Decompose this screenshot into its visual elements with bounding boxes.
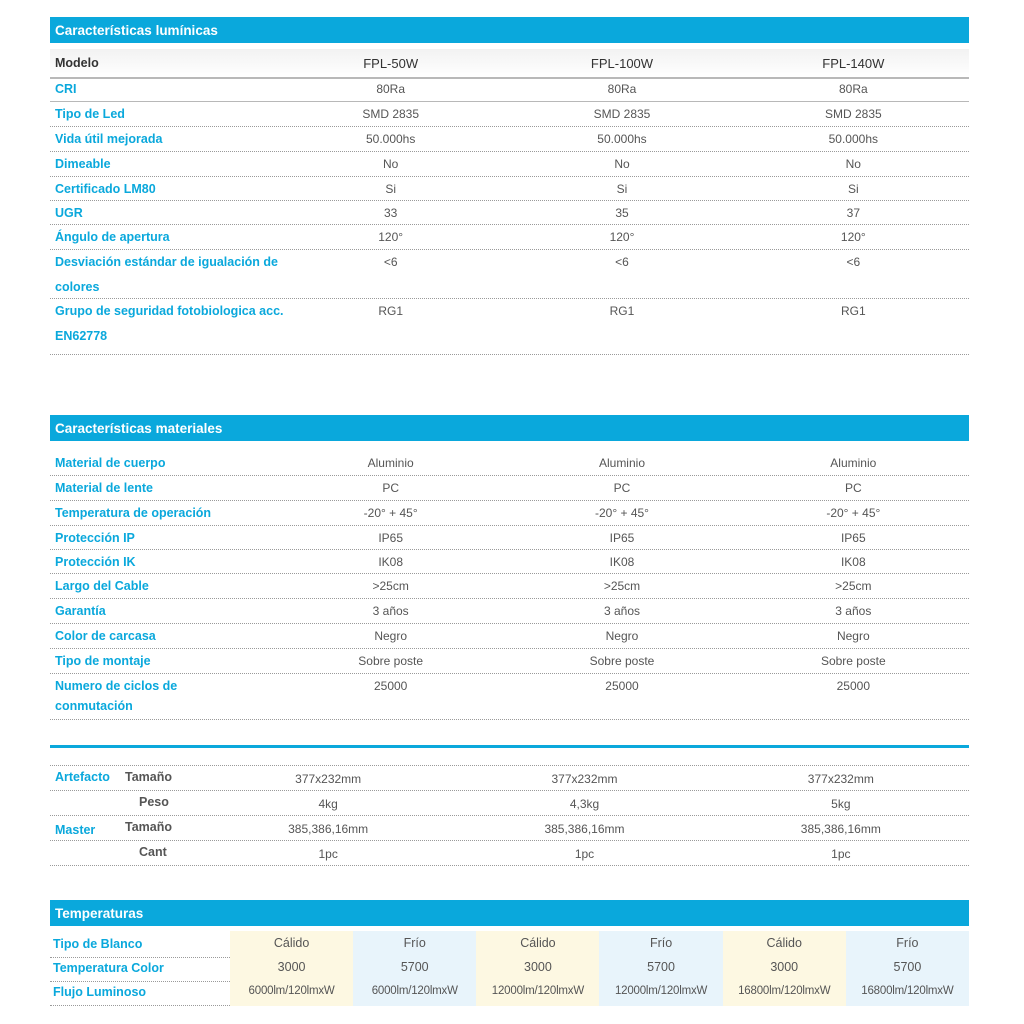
row-label: Cant	[139, 845, 167, 859]
section-title: Temperaturas	[55, 905, 144, 921]
cell-value: 1pc	[318, 847, 338, 861]
table-row	[50, 791, 969, 816]
cell-value: 3 años	[603, 604, 640, 618]
cell-value: Sobre poste	[358, 654, 424, 668]
row-label: Protección IK	[55, 555, 136, 569]
cell-value: PC	[613, 481, 631, 495]
cell-value: 1pc	[574, 847, 595, 861]
table-row	[50, 79, 969, 102]
cell-value: 33	[383, 206, 398, 220]
cell-value: SMD 2835	[362, 107, 420, 121]
cell-value: 385,386,16mm	[288, 822, 369, 836]
cell-value: 3 años	[835, 604, 872, 618]
cell-value: Negro	[605, 629, 639, 643]
cell-value: <6	[615, 255, 629, 269]
cell-value: 120°	[840, 230, 866, 244]
row-label: UGR	[55, 206, 83, 220]
cell-value: 80Ra	[376, 82, 405, 96]
cell-value: Frío	[599, 931, 722, 958]
cell-value: 3 años	[372, 604, 409, 618]
table-row	[50, 955, 969, 979]
cell-value: RG1	[378, 304, 403, 318]
cell-value: IP65	[378, 531, 403, 545]
cell-value: 377x232mm	[807, 772, 874, 786]
cell-value: Negro	[374, 629, 407, 643]
row-label: Dimeable	[55, 157, 111, 171]
section-title: Características materiales	[55, 420, 223, 436]
cell-value: 6000lm/120lmxW	[230, 979, 353, 1006]
cell-value: 385,386,16mm	[544, 822, 625, 836]
table-row	[50, 816, 969, 841]
table-row	[50, 599, 969, 624]
cell-value: 5700	[599, 955, 722, 982]
section-header-luminicas	[50, 17, 969, 43]
table-row	[50, 624, 969, 649]
table-row	[50, 451, 969, 476]
group-label	[50, 791, 125, 815]
cell-value: IP65	[840, 531, 866, 545]
cell-value: 16800lm/120lmxW	[846, 979, 969, 1006]
cell-value: Sobre poste	[820, 654, 886, 668]
cell-value: Si	[385, 182, 396, 196]
cell-value: <6	[383, 255, 398, 269]
cell-value: SMD 2835	[593, 107, 651, 121]
cell-value: 120°	[378, 230, 404, 244]
temperaturas-table	[50, 931, 969, 1003]
table-row	[50, 152, 969, 177]
table-row	[50, 201, 969, 225]
cell-value: 1pc	[831, 847, 851, 861]
cell-value: Si	[616, 182, 628, 196]
cell-value: No	[382, 157, 399, 171]
cell-value: 50.000hs	[828, 132, 879, 146]
row-label: Certificado LM80	[55, 182, 156, 196]
cell-value: Cálido	[476, 931, 599, 958]
row-label: Tamaño	[125, 820, 172, 834]
cell-value: Cálido	[230, 931, 353, 958]
table-row	[50, 225, 969, 250]
cell-value: 385,386,16mm	[800, 822, 881, 836]
group-label: Artefacto	[55, 770, 110, 784]
cell-value: 37	[846, 206, 860, 220]
cell-value: IK08	[378, 555, 403, 569]
cell-value: <6	[846, 255, 861, 269]
cell-value: SMD 2835	[824, 107, 882, 121]
table-row	[50, 574, 969, 599]
model-header-row	[50, 49, 969, 79]
cell-value: 12000lm/120lmxW	[599, 979, 722, 1006]
luminicas-table	[50, 79, 969, 355]
row-label: Protección IP	[55, 531, 135, 545]
row-label: Numero de ciclos de conmutación	[55, 679, 178, 713]
cell-value: 6000lm/120lmxW	[353, 979, 476, 1006]
cell-value: 120°	[609, 230, 635, 244]
table-row	[50, 127, 969, 152]
row-label: Garantía	[55, 604, 106, 618]
row-label: Peso	[139, 795, 169, 809]
cell-value: RG1	[609, 304, 635, 318]
table-row	[50, 102, 969, 127]
materiales-table	[50, 451, 969, 720]
cell-value: IK08	[609, 555, 635, 569]
table-row	[50, 476, 969, 501]
model-label: Modelo	[55, 56, 99, 70]
row-label: CRI	[55, 82, 77, 96]
cell-value: 377x232mm	[551, 772, 618, 786]
row-label: Tipo de Blanco	[50, 931, 230, 958]
table-row	[50, 501, 969, 526]
cell-value: 50.000hs	[597, 132, 647, 146]
cell-value: 3000	[230, 955, 353, 982]
cell-value: Aluminio	[367, 456, 414, 470]
cell-value: 25000	[605, 679, 639, 693]
cell-value: 16800lm/120lmxW	[723, 979, 846, 1006]
cell-value: Negro	[836, 629, 870, 643]
cell-value: 4kg	[318, 797, 338, 811]
table-row	[50, 841, 969, 866]
table-row	[50, 979, 969, 1003]
cell-value: 50.000hs	[365, 132, 416, 146]
cell-value: 4,3kg	[569, 797, 600, 811]
table-row	[50, 931, 969, 955]
cell-value: Aluminio	[830, 456, 877, 470]
cell-value: No	[614, 157, 630, 171]
cell-value: 5700	[846, 955, 969, 982]
table-row	[50, 649, 969, 674]
model-name: FPL-50W	[363, 55, 419, 71]
row-label: Material de lente	[55, 481, 153, 495]
section-title: Características lumínicas	[55, 22, 218, 38]
section-divider	[50, 745, 969, 748]
table-row	[50, 299, 969, 355]
cell-value: Aluminio	[598, 456, 645, 470]
row-label: Vida útil mejorada	[55, 132, 163, 146]
table-row	[50, 526, 969, 550]
cell-value: Frío	[846, 931, 969, 958]
row-label: Ángulo de apertura	[55, 230, 170, 244]
cell-value: 5700	[353, 955, 476, 982]
cell-value: 25000	[836, 679, 870, 693]
cell-value: Sobre poste	[589, 654, 655, 668]
group-label: Master	[55, 823, 96, 837]
cell-value: IP65	[609, 531, 635, 545]
cell-value: -20° + 45°	[826, 506, 881, 520]
cell-value: -20° + 45°	[363, 506, 418, 520]
row-label: Material de cuerpo	[55, 456, 166, 470]
cell-value: Si	[847, 182, 859, 196]
cell-value: >25cm	[835, 579, 872, 593]
row-label: Largo del Cable	[55, 579, 149, 593]
section-header-materiales	[50, 415, 969, 441]
row-label: Flujo Luminoso	[50, 979, 230, 1006]
row-label: Tipo de Led	[55, 107, 125, 121]
cell-value: IK08	[840, 555, 866, 569]
cell-value: 80Ra	[838, 82, 868, 96]
row-label: Grupo de seguridad fotobiologica acc. EN62778	[55, 304, 284, 343]
cell-value: 3000	[723, 955, 846, 982]
cell-value: No	[845, 157, 861, 171]
cell-value: 3000	[476, 955, 599, 982]
table-row	[50, 177, 969, 201]
row-label: Tamaño	[125, 770, 172, 784]
cell-value: >25cm	[603, 579, 641, 593]
table-row	[50, 550, 969, 574]
cell-value: 5kg	[831, 797, 851, 811]
cell-value: >25cm	[372, 579, 409, 593]
table-row	[50, 250, 969, 299]
cell-value: PC	[382, 481, 399, 495]
cell-value: -20° + 45°	[595, 506, 649, 520]
cell-value: 80Ra	[607, 82, 637, 96]
cell-value: 25000	[373, 679, 408, 693]
group-label	[50, 841, 125, 865]
packaging-table	[50, 766, 969, 866]
cell-value: RG1	[840, 304, 866, 318]
row-label: Desviación estándar de igualación de colores	[55, 255, 278, 294]
cell-value: 377x232mm	[295, 772, 362, 786]
row-label: Tipo de montaje	[55, 654, 151, 668]
row-label: Color de carcasa	[55, 629, 156, 643]
model-name: FPL-140W	[822, 55, 885, 71]
table-row	[50, 766, 969, 791]
cell-value: Cálido	[723, 931, 846, 958]
section-header-temperaturas	[50, 900, 969, 926]
row-label: Temperatura Color	[50, 955, 230, 982]
model-name: FPL-100W	[590, 55, 654, 71]
cell-value: 35	[615, 206, 629, 220]
row-label: Temperatura de operación	[55, 506, 212, 520]
cell-value: PC	[844, 481, 862, 495]
cell-value: Frío	[353, 931, 476, 958]
table-row	[50, 674, 969, 720]
cell-value: 12000lm/120lmxW	[476, 979, 599, 1006]
